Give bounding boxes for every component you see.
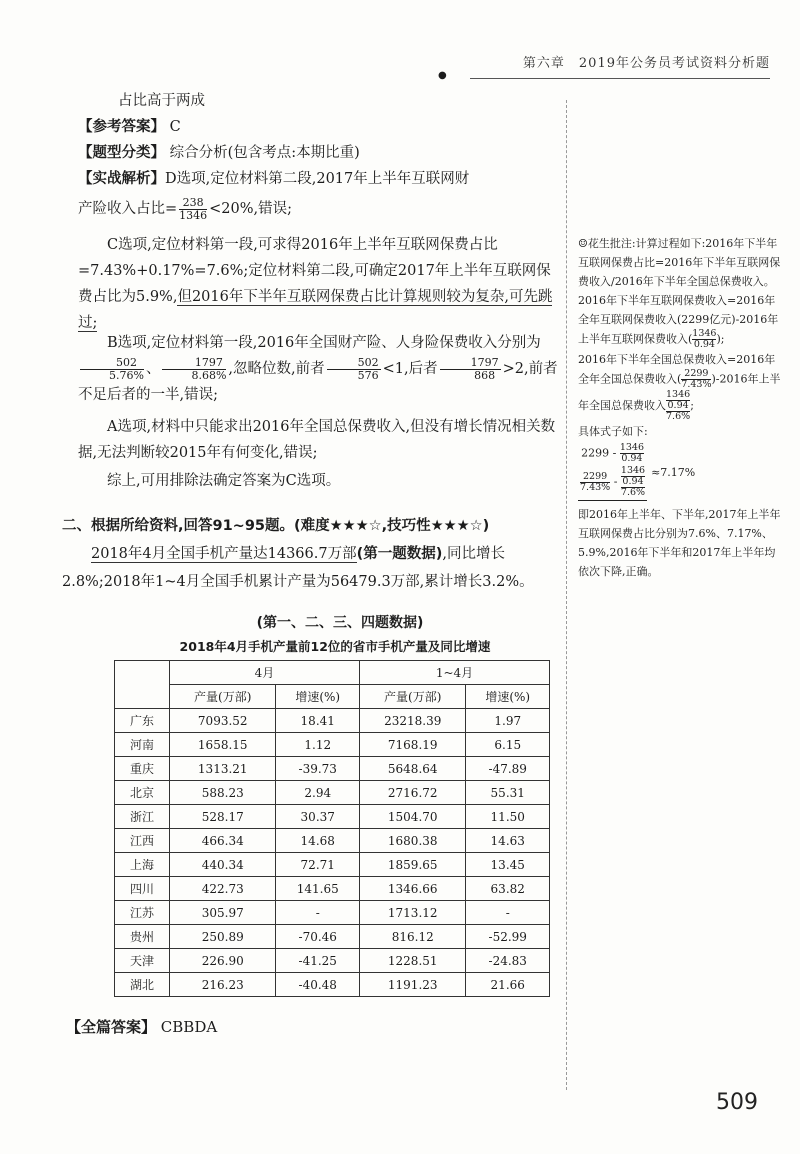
table-group-header bbox=[115, 661, 550, 685]
table-row bbox=[115, 901, 550, 925]
corner-cell bbox=[115, 661, 170, 709]
page-number: 509 bbox=[716, 1090, 758, 1115]
table-row bbox=[115, 925, 550, 949]
c-underlined: 但2016年下半年互联网保费占比计算规则较为 bbox=[177, 289, 476, 305]
d-fraction: $\frac{238}{1346}$ bbox=[179, 195, 208, 222]
b-frac-3: $\frac{502}{576}$ bbox=[327, 357, 381, 382]
cell: 7168.19 bbox=[359, 733, 465, 757]
expr-frac-b: $\frac{1346}{0.94}$ bbox=[619, 442, 644, 464]
cell: -39.73 bbox=[276, 757, 360, 781]
cell: 588.23 bbox=[170, 781, 276, 805]
question-type bbox=[78, 140, 560, 166]
intro-pre: 2018年4月全国手机产量达14366.7万部 bbox=[91, 546, 357, 562]
table-row bbox=[115, 733, 550, 757]
expr-frac-d: 1346 0.94 7.6% bbox=[620, 465, 646, 498]
cell: 1228.51 bbox=[359, 949, 465, 973]
table-row bbox=[115, 877, 550, 901]
cell: 1191.23 bbox=[359, 973, 465, 997]
b-frac-4: $\frac{1797}{868}$ bbox=[440, 357, 501, 382]
table-col-header bbox=[115, 685, 550, 709]
table-row bbox=[115, 973, 550, 997]
table-title: 2018年4月手机产量前12位的省市手机产量及同比增速 bbox=[179, 639, 491, 654]
col-header: 产量(万部) bbox=[170, 685, 276, 709]
cell: 466.34 bbox=[170, 829, 276, 853]
expr-a: 2299 bbox=[581, 446, 610, 460]
table-subtitle: (第一、二、三、四题数据) bbox=[256, 615, 424, 631]
cell: 1504.70 bbox=[359, 805, 465, 829]
b-p2: ,忽略位数,前者 bbox=[228, 361, 325, 377]
region-cell: 江西 bbox=[115, 829, 170, 853]
cell: 2.94 bbox=[276, 781, 360, 805]
column-divider bbox=[566, 100, 567, 1090]
cell: 216.23 bbox=[170, 973, 276, 997]
d-part1: D选项,定位材料第二段,2017年上半年互联网财 bbox=[165, 171, 470, 187]
cell: -52.99 bbox=[466, 925, 550, 949]
region-cell: 贵州 bbox=[115, 925, 170, 949]
cell: 7093.52 bbox=[170, 709, 276, 733]
region-cell: 浙江 bbox=[115, 805, 170, 829]
b-p3: <1,后者 bbox=[382, 361, 438, 377]
data-table bbox=[114, 660, 550, 997]
cell: 18.41 bbox=[276, 709, 360, 733]
d-part2-pre: 产险收入占比= bbox=[78, 201, 178, 217]
cell: -70.46 bbox=[276, 925, 360, 949]
cell: 1.97 bbox=[466, 709, 550, 733]
side-p5: 即2016年上半年、下半年,2017年上半年互联网保费占比分别为7.6%、7.17%、5.9%,2016年下半年和2017年上半年均依次下降,正确。 bbox=[578, 508, 781, 578]
side-note bbox=[578, 234, 784, 581]
cell: 305.97 bbox=[170, 901, 276, 925]
intro-tag: (第一题数据) bbox=[356, 546, 443, 562]
region-cell: 北京 bbox=[115, 781, 170, 805]
c-para: C选项,定位材料第一段,可求得2016年上半年互联网保费占比=7.43%+0.17%=7.6%;定位材料第二段,可确定2017年上半年互联网保费占比为5.9%, bbox=[78, 237, 551, 305]
cell: 11.50 bbox=[466, 805, 550, 829]
side-frac-1: $\frac{1346}{0.94}$ bbox=[692, 328, 717, 350]
region-cell: 重庆 bbox=[115, 757, 170, 781]
table-row bbox=[115, 757, 550, 781]
b-p1: B选项,定位材料第一段,2016年全国财产险、人身险保费收入分别为 bbox=[107, 335, 541, 351]
region-cell: 上海 bbox=[115, 853, 170, 877]
type-label: 【题型分类】 bbox=[78, 145, 165, 161]
cell: 6.15 bbox=[466, 733, 550, 757]
expr-frac-c: $\frac{2299}{7.43\%}$ bbox=[580, 470, 611, 493]
table-row bbox=[115, 709, 550, 733]
cell: 1859.65 bbox=[359, 853, 465, 877]
cell: - bbox=[466, 901, 550, 925]
c-tail: 复杂,可先跳过; bbox=[78, 289, 553, 331]
region-cell: 广东 bbox=[115, 709, 170, 733]
b-frac-1: $\frac{502}{5.76\%}$ bbox=[80, 357, 144, 382]
cell: 72.71 bbox=[276, 853, 360, 877]
expr-result: ≈7.17% bbox=[651, 465, 696, 479]
cell: 250.89 bbox=[170, 925, 276, 949]
region-cell: 江苏 bbox=[115, 901, 170, 925]
group-header-jan-apr: 1~4月 bbox=[359, 661, 549, 685]
cell: 1658.15 bbox=[170, 733, 276, 757]
region-cell: 四川 bbox=[115, 877, 170, 901]
d-part2-post: <20%,错误; bbox=[209, 201, 293, 217]
table-row bbox=[115, 781, 550, 805]
group-header-april: 4月 bbox=[170, 661, 360, 685]
table-row bbox=[115, 853, 550, 877]
cell: -47.89 bbox=[466, 757, 550, 781]
analysis-summary: 综上,可用排除法确定答案为C选项。 bbox=[107, 473, 341, 489]
cell: 1713.12 bbox=[359, 901, 465, 925]
section-intro bbox=[62, 540, 558, 596]
reference-answer bbox=[78, 114, 560, 140]
cell: 1680.38 bbox=[359, 829, 465, 853]
cell: 14.63 bbox=[466, 829, 550, 853]
cell: -24.83 bbox=[466, 949, 550, 973]
cell: 30.37 bbox=[276, 805, 360, 829]
cell: 1313.21 bbox=[170, 757, 276, 781]
cell: 440.34 bbox=[170, 853, 276, 877]
cell: - bbox=[276, 901, 360, 925]
b-p4: >2,前者不足后者的一半,错误; bbox=[78, 361, 558, 403]
cell: 55.31 bbox=[466, 781, 550, 805]
section-title: 二、根据所给资料,回答91~95题。(难度★★★☆,技巧性★★★☆) bbox=[62, 518, 490, 534]
type-value: 综合分析(包含考点:本期比重) bbox=[169, 145, 360, 161]
cell: 13.45 bbox=[466, 853, 550, 877]
cell: 14.68 bbox=[276, 829, 360, 853]
table-row bbox=[115, 829, 550, 853]
cell: -41.25 bbox=[276, 949, 360, 973]
prev-tail: 占比高于两成 bbox=[118, 93, 205, 109]
region-cell: 天津 bbox=[115, 949, 170, 973]
cell: 226.90 bbox=[170, 949, 276, 973]
side-frac-3: 1346 0.94 7.6% bbox=[666, 389, 691, 422]
full-answer-value: CBBDA bbox=[160, 1018, 218, 1036]
cell: 21.66 bbox=[466, 973, 550, 997]
running-header: 第六章 2019年公务员考试资料分析题 bbox=[522, 56, 770, 71]
cell: 528.17 bbox=[170, 805, 276, 829]
expr-minus: - bbox=[612, 446, 617, 460]
region-cell: 湖北 bbox=[115, 973, 170, 997]
header-dot: ● bbox=[438, 70, 447, 81]
col-header: 增速(%) bbox=[466, 685, 550, 709]
col-header: 增速(%) bbox=[276, 685, 360, 709]
full-answer bbox=[66, 1016, 217, 1037]
analysis-c bbox=[78, 232, 560, 336]
cell: -40.48 bbox=[276, 973, 360, 997]
side-p2: 2016年下半年互联网保费收入=2016年全年互联网保费收入(2299亿元)-2016年上半年互联网保费收入( $\frac{1346}{0.94}$ ); bbox=[578, 294, 779, 350]
side-p1: ☺花生批注:计算过程如下:2016年下半年互联网保费占比=2016年下半年互联网保费收入/2016年下半年全国总保费收入。 bbox=[578, 237, 781, 288]
cell: 141.65 bbox=[276, 877, 360, 901]
side-p3: 2016年下半年全国总保费收入=2016年全年全国总保费收入( $\frac{2299}{7.43\%}$ )-2016年上半年全国总保费收入 1346 0.94 7.6% ; bbox=[578, 353, 781, 422]
analysis-d bbox=[78, 166, 560, 222]
col-header: 产量(万部) bbox=[359, 685, 465, 709]
cell: 63.82 bbox=[466, 877, 550, 901]
cell: 5648.64 bbox=[359, 757, 465, 781]
analysis-a: A选项,材料中只能求出2016年全国总保费收入,但没有增长情况相关数据,无法判断较2015年有何变化,错误; bbox=[78, 419, 556, 461]
cell: 1346.66 bbox=[359, 877, 465, 901]
side-p4: 具体式子如下: bbox=[578, 425, 648, 438]
cell: 816.12 bbox=[359, 925, 465, 949]
b-frac-2: $\frac{1797}{8.68\%}$ bbox=[162, 357, 226, 382]
ref-value: C bbox=[169, 119, 181, 135]
header-rule bbox=[470, 78, 770, 79]
region-cell: 河南 bbox=[115, 733, 170, 757]
analysis-label: 【实战解析】 bbox=[78, 171, 165, 187]
cell: 1.12 bbox=[276, 733, 360, 757]
analysis-b: B选项,定位材料第一段,2016年全国财产险、人身险保费收入分别为 $\frac{502}{5.76\%}$ 、 $\frac{1797}{8.68\%}$ ,忽略位数,前者 $\frac{502}{576}$ <1,后者 $\frac{1797}{868}$ >2,前者不足后者的一半,错误; bbox=[78, 335, 558, 403]
ref-label: 【参考答案】 bbox=[78, 119, 165, 135]
cell: 2716.72 bbox=[359, 781, 465, 805]
side-frac-2: $\frac{2299}{7.43\%}$ bbox=[681, 368, 712, 390]
full-answer-label: 【全篇答案】 bbox=[66, 1018, 157, 1036]
table-row bbox=[115, 949, 550, 973]
side-expression: 2299 - $\frac{1346}{0.94}$ $\frac{2299}{7.43\%}$ - 1346 0.94 7.6% ≈7.17% bbox=[578, 443, 784, 501]
table-row bbox=[115, 805, 550, 829]
cell: 23218.39 bbox=[359, 709, 465, 733]
cell: 422.73 bbox=[170, 877, 276, 901]
intro-post: ,同比增长2.8%;2018年1~4月全国手机累计产量为56479.3万部,累计增长3.2%。 bbox=[62, 546, 534, 590]
